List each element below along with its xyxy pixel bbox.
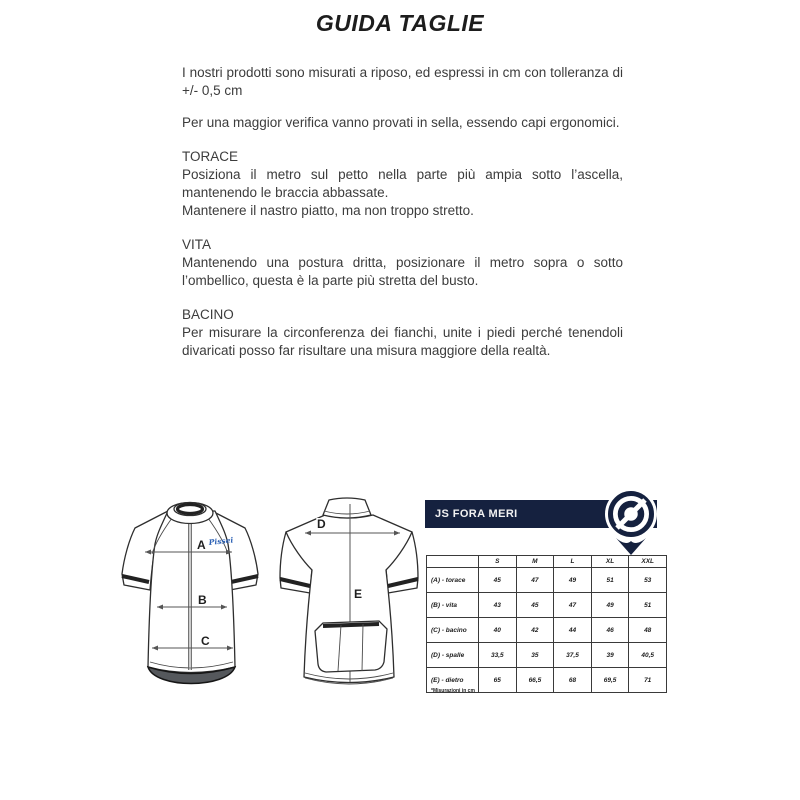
- table-footnote: *Misurazioni in cm: [431, 688, 475, 694]
- size-column-header: L: [554, 556, 592, 568]
- size-value-cell: 51: [591, 568, 629, 593]
- size-table: [426, 555, 667, 693]
- size-value-cell: 51: [629, 593, 667, 618]
- size-value-cell: 35: [516, 643, 554, 668]
- size-value-cell: 65: [479, 668, 517, 693]
- size-table-row: [427, 568, 667, 593]
- section-torace: [182, 148, 623, 220]
- measure-row-label: (A) - torace: [427, 568, 479, 593]
- size-column-header: M: [516, 556, 554, 568]
- size-value-cell: 40,5: [629, 643, 667, 668]
- size-value-cell: 69,5: [591, 668, 629, 693]
- size-value-cell: 45: [479, 568, 517, 593]
- size-value-cell: 49: [554, 568, 592, 593]
- section-paragraph: Per misurare la circonferenza dei fianchi, unite i piedi perché tenendoli divaricati posso far risultare una misura maggiore della realtà.: [182, 325, 623, 358]
- intro-paragraph-tolerance: I nostri prodotti sono misurati a riposo, ed espressi in cm con tolleranza di +/- 0,5 cm: [182, 65, 623, 98]
- size-value-cell: 47: [554, 593, 592, 618]
- size-table-row: [427, 618, 667, 643]
- size-value-cell: 45: [516, 593, 554, 618]
- back-length-label: E: [354, 587, 363, 601]
- size-table-row: [427, 593, 667, 618]
- size-value-cell: 48: [629, 618, 667, 643]
- section-bacino: [182, 306, 623, 360]
- size-value-cell: 71: [629, 668, 667, 693]
- size-value-cell: 33,5: [479, 643, 517, 668]
- size-column-header: XL: [591, 556, 629, 568]
- back-pockets: [315, 621, 387, 672]
- back-pocket-top-band: [323, 624, 379, 626]
- size-value-cell: 39: [591, 643, 629, 668]
- brand-script-text: Pissei: [208, 535, 234, 547]
- size-table-body: [427, 568, 667, 693]
- measure-row-label: (D) - spalle: [427, 643, 479, 668]
- section-heading: BACINO: [182, 307, 234, 322]
- section-vita: [182, 236, 623, 290]
- size-table-row: [427, 643, 667, 668]
- size-value-cell: 68: [554, 668, 592, 693]
- measure-row-label: (B) - vita: [427, 593, 479, 618]
- measure-row-label: (E) - dietro: [427, 668, 479, 693]
- size-value-cell: 46: [591, 618, 629, 643]
- size-value-cell: 42: [516, 618, 554, 643]
- brand-pin-logo-icon: [598, 484, 664, 558]
- size-value-cell: 53: [629, 568, 667, 593]
- section-paragraph: Mantenendo una postura dritta, posizionare il metro sopra o sotto l’ombellico, questa è la parte più stretta del busto.: [182, 255, 623, 288]
- size-value-cell: 43: [479, 593, 517, 618]
- hip-label: C: [201, 634, 210, 648]
- page-title: GUIDA TAGLIE: [315, 10, 485, 36]
- intro-paragraph-fit: Per una maggior verifica vanno provati in sella, essendo capi ergonomici.: [182, 115, 620, 130]
- section-paragraph: Mantenere il nastro piatto, ma non troppo stretto.: [182, 203, 474, 218]
- size-column-header: S: [479, 556, 517, 568]
- back-jersey-diagram: [278, 490, 428, 705]
- size-value-cell: 49: [591, 593, 629, 618]
- chest-label: A: [197, 538, 206, 552]
- size-value-cell: 66,5: [516, 668, 554, 693]
- size-value-cell: 37,5: [554, 643, 592, 668]
- front-jersey-diagram: [105, 490, 290, 705]
- pin-chevron-icon: [616, 538, 646, 555]
- back-collar: [323, 498, 371, 518]
- instructions-column: [182, 64, 623, 360]
- size-value-cell: 44: [554, 618, 592, 643]
- size-column-header: XXL: [629, 556, 667, 568]
- section-paragraph: Posiziona il metro sul petto nella parte più ampia sotto l’ascella, mantenendo le braccia abbassate.: [182, 167, 623, 200]
- measure-row-label: (C) - bacino: [427, 618, 479, 643]
- size-value-cell: 47: [516, 568, 554, 593]
- product-name: JS FORA MERI: [435, 508, 518, 520]
- size-value-cell: 40: [479, 618, 517, 643]
- section-heading: VITA: [182, 237, 212, 252]
- section-heading: TORACE: [182, 149, 239, 164]
- shoulders-label: D: [317, 517, 326, 531]
- waist-label: B: [198, 593, 207, 607]
- size-table-corner-cell: [427, 556, 479, 568]
